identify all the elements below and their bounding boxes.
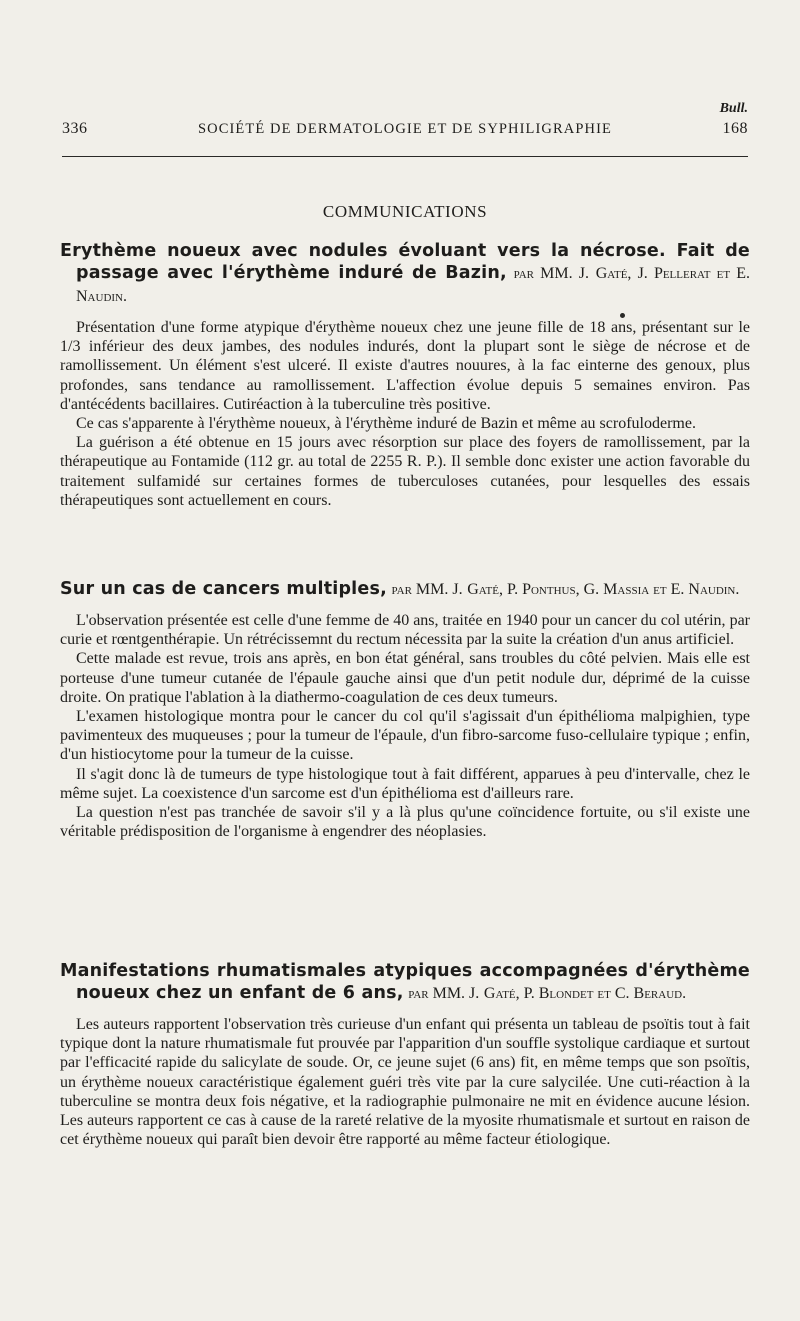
folio-number: 168 — [722, 120, 748, 137]
article-title-text: Erythème noueux avec nodules évoluant vers la nécrose. Fait de passage avec l'érythème induré de Bazin, — [60, 241, 750, 283]
article-body — [60, 318, 750, 510]
paragraph: Cette malade est revue, trois ans après, en bon état général, sans troubles du côté pelvien. Mais elle est porteuse d'une tumeur cutanée de l'épaule gauche ainsi que d'un petit nodule dur, déprimé de la cuisse droite. On pratique l'ablation à la diathermo-coagulation de ces deux tumeurs. — [60, 650, 750, 706]
paragraph: La question n'est pas tranchée de savoir s'il y a là plus qu'une coïncidence fortuite, ou s'il existe une véritable prédisposition de l'organisme à engendrer des néoplasies. — [60, 804, 750, 841]
margin-note: Bull. — [719, 101, 748, 116]
article-authors: par MM. J. — [408, 985, 480, 1002]
page-number: 336 — [62, 120, 88, 137]
article-authors: par MM. J. — [513, 265, 589, 282]
paragraph: Ce cas s'apparente à l'érythème noueux, à l'érythème induré de Bazin et même au scrofuloderme. — [76, 415, 696, 433]
article-title-text: Sur un cas de cancers multiples, — [60, 579, 387, 599]
article-author-names: Gaté, P. Blondet et C. Beraud. — [483, 985, 687, 1002]
article-body — [60, 1015, 750, 1149]
article-author-names: Gaté, J. Pellerat et E. Naudin. — [76, 265, 750, 305]
section-title: COMMUNICATIONS — [322, 202, 488, 221]
article-manifestations-rhumatismales — [60, 960, 750, 1149]
article-cancers-multiples — [60, 578, 750, 841]
paragraph: Il s'agit donc là de tumeurs de type histologique tout à fait différent, apparues à peu d'intervalle, chez le même sujet. La coexistence d'un sarcome est d'un épithélioma est d'ailleurs rare. — [60, 765, 750, 802]
article-title — [60, 960, 750, 1005]
article-erytheme-noueux — [60, 240, 750, 510]
header-rule — [62, 156, 748, 157]
article-title-text: Manifestations rhumatismales atypiques accompagnées d'érythème noueux chez un enfant de 6 ans, — [60, 961, 750, 1003]
article-author-names: Gaté, P. Ponthus, G. Massia et E. Naudin. — [467, 581, 740, 598]
paragraph: La guérison a été obtenue en 15 jours avec résorption sur place des foyers de ramollissement, par la thérapeutique au Fontamide (112 gr. au total de 2255 R. P.). Il semble donc exister une action favorable du traitement sulfamidé sur certaines formes de tuberculoses cutanées, pour lesquelles des essais thérapeutiques sont actuellement en cours. — [60, 434, 750, 509]
paragraph: L'observation présentée est celle d'une femme de 40 ans, traitée en 1940 pour un cancer du col utérin, par curie et rœntgenthérapie. Un rétrécissemnt du rectum nécessita par la suite la création d'un anus artificiel. — [60, 612, 750, 649]
article-title — [60, 578, 750, 601]
article-authors: par MM. J. — [391, 581, 463, 598]
article-title — [60, 240, 750, 308]
running-header — [62, 120, 748, 142]
paragraph: Présentation d'une forme atypique d'érythème noueux chez une jeune fille de 18 ans, présentant sur le 1/3 inférieur des deux jambes, des nodules indurés, dont la plupart sont le siège de nécrose et de ramollissement. Un élément s'est ulceré. Il existe d'autres nouures, à la fac einterne des genoux, plus profondes, sans tendance au ramollissement. L'affection évolue depuis 5 semaines environ. Pas d'antécédents bacillaires. Cutiréaction à la tuberculine très positive. — [60, 319, 750, 413]
paragraph: L'examen histologique montra pour le cancer du col qu'il s'agissait d'un épithélioma malpighien, type pavimenteux des muqueuses ; pour la tumeur de l'épaule, d'un fibro-sarcome fuso-cellulaire typique ; enfin, d'un histiocytome pour la tumeur de la cuisse. — [60, 708, 750, 764]
paragraph: Les auteurs rapportent l'observation très curieuse d'un enfant qui présenta un tableau de psoïtis tout à fait typique dont la nature rhumatismale fut prouvée par l'apparition d'un souffle systolique cardiaque et surtout par l'efficacité rapide du salicylate de soude. Or, ce jeune sujet (6 ans) fit, en même temps que son psoïtis, un érythème noueux caractéristique également guéri très vite par la cure salycilée. Une cuti-réaction à la tuberculine se montra deux fois négative, et la radiographie pulmonaire ne mit en évidence aucune lésion. Les auteurs rapportent ce cas à cause de la rareté relative de la myosite rhumatismale et surtout en raison de cet érythème noueux qui paraît bien devoir être rapporté au même facteur étiologique. — [60, 1016, 750, 1149]
ink-speck — [620, 313, 625, 318]
article-body — [60, 611, 750, 841]
journal-title: SOCIÉTÉ DE DERMATOLOGIE ET DE SYPHILIGRAPHIE — [198, 121, 612, 137]
